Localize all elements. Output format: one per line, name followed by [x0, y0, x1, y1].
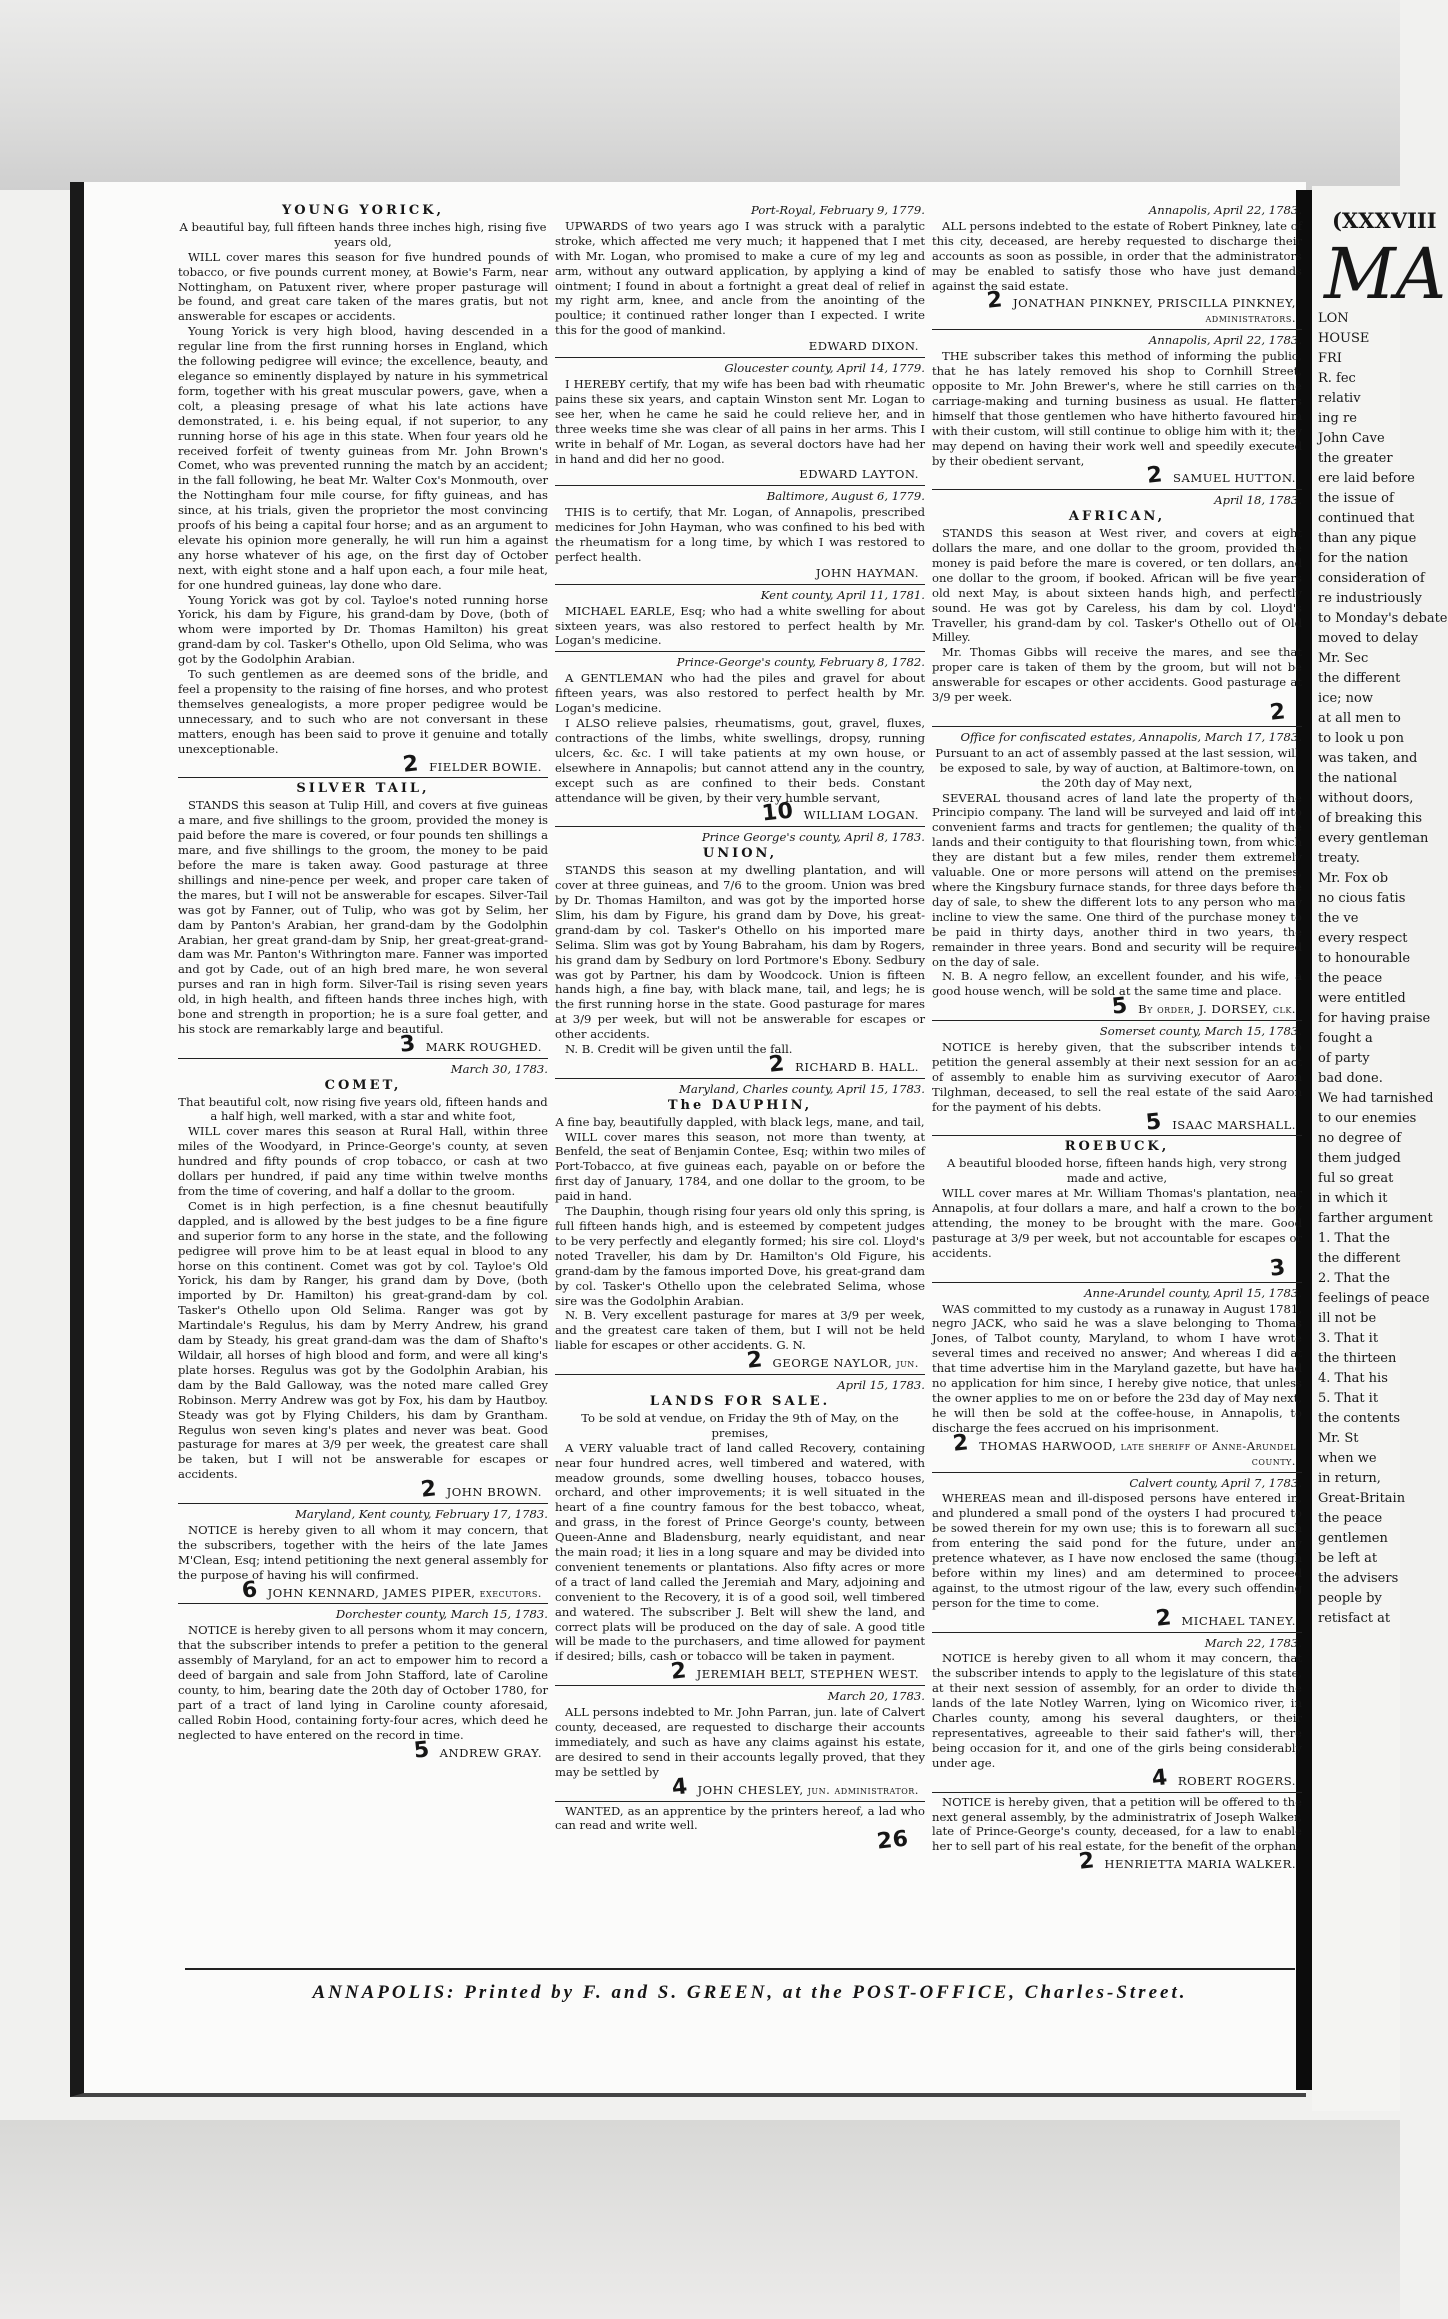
ad-paragraph: WHEREAS mean and ill-disposed persons have entered in, and plundered a small pond of the oysters I had procured to be sowed therein for my own use; this is to forewarn all such from entering the said pond for the future, under any pretence whatever, as I have now enclosed the same (though before within my lines) and am determined to proceed against, to the utmost rigour of the law, every such offending person for the time to come.: [932, 1491, 1302, 1610]
next-page-line: to our enemies: [1318, 1111, 1417, 1126]
ad-paragraph: Young Yorick is very high blood, having descended in a regular line from the first running horses in England, which the following pedigree will evince; the excellence, beauty, and elegance so eminently displayed by nature in his symmetrical form, together with his great muscular powers, gave, when a colt, a pleasing presage of what his late actions have demonstrated, i. e. his being equal, if not superior, to any running horse of his age in this state. When four years old he received forfeit of twenty guineas from Mr. John Brown's Comet, who was prevented running the match by an accident; in the fall following, he beat Mr. Walter Cox's Monmouth, over the Nottingham four mile course, for fifty guineas, and has since, at his trials, given the proprietor the most convincing proofs of his being a capital four horse; and as an argument to elevate his opinion more generally, he will run him a against any horse whatever of his age, on the first day of October next, with eight stone and a half upon each, a four mile heat, for one hundred guineas, lay done who dare.: [178, 324, 548, 592]
next-page-line: the different: [1318, 671, 1401, 686]
ad-dateline: Somerset county, March 15, 1783.: [1099, 1024, 1302, 1039]
handwritten-mark: 2: [401, 750, 421, 778]
column-3: [932, 200, 1302, 1940]
ad-signature: HENRIETTA MARIA WALKER.: [1104, 1857, 1296, 1872]
handwritten-mark: 2: [669, 1658, 688, 1686]
next-page-line: FRI: [1318, 351, 1342, 366]
advertisement-prince-georges-1782: [555, 652, 925, 827]
next-page-line: when we: [1318, 1451, 1377, 1466]
ad-signature: ROBERT ROGERS.: [1177, 1773, 1296, 1788]
next-page-line: for the nation: [1318, 551, 1409, 566]
ad-signature: MARK ROUGHED.: [425, 1039, 542, 1054]
ad-paragraph: Comet is in high perfection, is a fine chesnut beautifully dappled, and is allowed by the best judges to be a fine figure and superior form to any horse in the state, and the following pedigree will prove him to be at least equal in blood to any horse on this continent. Comet was got by col. Tayloe's Old Yorick, his dam by Ranger, his grand dam by Dove, (both imported by Dr. Hamilton) his great-grand-dam by col. Tasker's Othello upon Old Selima. Ranger was got by Martindale's Regulus, his dam by Merry Andrew, his grand dam by Steady, his great grand-dam was the dam of Shafto's Wildair, all horses of high blood and form, and were all king's plate horses. Regulus was got by the Godolphin Arabian, his dam by the Bald Galloway, was the noted mare called Grey Robinson. Merry Andrew was got by Fox, his dam by Hautboy. Steady was got by Flying Childers, his dam by Grantham. Regulus won seven king's plates and never was beat. Good pasturage for mares at 3/9 per week, the greatest care shall be taken, but I will not be answerable for escapes or accidents.: [178, 1198, 548, 1482]
ad-paragraph: MICHAEL EARLE, Esq; who had a white swelling for about sixteen years, was also restored to perfect health by Mr. Logan's medicine.: [555, 603, 925, 648]
next-page-line: the greater: [1318, 451, 1393, 466]
next-page-line: 4. That his: [1318, 1371, 1388, 1386]
ad-signature-line: [932, 1764, 1296, 1792]
next-page-line: was taken, and: [1318, 751, 1418, 766]
next-page-line: R. fec: [1318, 371, 1356, 386]
advertisement-pinkney: [932, 200, 1302, 330]
ad-dateline: Port-Royal, February 9, 1779.: [750, 203, 925, 217]
handwritten-mark: 2: [745, 1347, 764, 1374]
next-page-line: 1. That the: [1318, 1231, 1390, 1246]
advertisement-hutton: [932, 330, 1302, 490]
ad-signature-line: [555, 798, 919, 828]
ad-signature: JEREMIAH BELT, STEPHEN WEST.: [696, 1667, 919, 1682]
next-page-line: every respect: [1318, 931, 1408, 946]
ad-dateline: Prince-George's county, February 8, 1782.: [676, 655, 925, 670]
advertisement-kent-notice: [178, 1504, 548, 1604]
ad-signature: JONATHAN PINKNEY, PRISCILLA PINKNEY, administrators.: [1012, 296, 1296, 326]
next-page-line: in which it: [1318, 1191, 1388, 1206]
ad-dateline: Prince George's county, April 8, 1783.: [701, 830, 925, 845]
handwritten-mark: 3: [398, 1031, 417, 1058]
ad-paragraph: N. B. Very excellent pasturage for mares at 3/9 per week, and the greatest care taken of them, but I will not be held liable for escapes or other accidents. G. N.: [555, 1308, 925, 1353]
ad-signature-line: [178, 750, 542, 778]
ad-title: The DAUPHIN,: [667, 1097, 813, 1113]
advertisement-dorchester-notice: [178, 1604, 548, 1763]
next-page-line: farther argument: [1318, 1211, 1433, 1226]
ad-title: LANDS FOR SALE.: [649, 1393, 831, 1409]
next-page-line: LON: [1318, 311, 1349, 326]
ad-signature-line: [555, 339, 919, 354]
next-page-line: the national: [1318, 771, 1398, 786]
next-page-line: ill not be: [1318, 1311, 1377, 1326]
handwritten-mark: 3: [1268, 1254, 1288, 1282]
ad-paragraph: STANDS this season at my dwelling plantation, and will cover at three guineas, and 7/6 to the groom. Union was bred by Dr. Thomas Hamilton, and was got by the imported horse Slim, his dam by Figure, his grand dam by Dove, his great-grand-dam by col. Tasker's Othello on his imported mare Selima. Slim was got by Young Babraham, his dam by Rogers, his grand dam by Sedbury on lord Portmore's Ebony. Sedbury was got by Partner, his dam by Woodcock. Union is fifteen hands high, a fine bay, with black mane, tail, and legs; he is the first running horse in the state. Good pasturage for mares at 3/9 per week, but will not be answerable for escapes or other accidents.: [555, 863, 925, 1042]
ad-paragraph: To such gentlemen as are deemed sons of the bridle, and feel a propensity to the raising of fine horses, and who protest themselves genealogists, a more proper pedigree would be unnecessary, and to such who are not conversant in these matters, enough has been said to prove it genuine and totally unexceptionable.: [178, 667, 548, 756]
ad-dateline: March 30, 1783.: [450, 1061, 548, 1076]
ad-paragraph: Young Yorick was got by col. Tayloe's noted running horse Yorick, his dam by Figure, his grand-dam by Dove, (both of whom were imported by Dr. Thomas Hamilton) his great grand-dam by col. Tasker's Othello, upon Old Selima, who was got by the Godolphin Arabian.: [178, 592, 548, 667]
advertisement-gloucester: [555, 358, 925, 486]
ad-signature-line: [555, 1051, 919, 1078]
advertisement-harwood: [932, 1283, 1302, 1473]
ad-subtitle: A beautiful bay, full fifteen hands three inches high, rising five years old,: [179, 219, 547, 249]
ad-signature-line: [932, 1254, 1296, 1282]
next-page-line: ice; now: [1318, 691, 1373, 706]
ad-paragraph: The Dauphin, though rising four years old only this spring, is full fifteen hands high, and is esteemed by competent judges to be very perfectly and elegantly formed; his sire col. Lloyd's noted Traveller, his dam by Dr. Hamilton's Old Figure, his grand-dam by the famous imported Dove, his great-grand dam by col. Tasker's Othello upon the celebrated Selima, whose sire was the Godolphin Arabian.: [555, 1204, 925, 1308]
ad-subtitle: A fine bay, beautifully dappled, with black legs, mane, and tail,: [555, 1114, 925, 1129]
ad-dateline: April 15, 1783.: [837, 1378, 925, 1393]
ad-signature: RICHARD B. HALL.: [795, 1059, 919, 1074]
ad-signature: ANDREW GRAY.: [439, 1745, 542, 1760]
advertisement-comet: [178, 1059, 548, 1504]
handwritten-mark: 2: [1077, 1848, 1096, 1876]
handwritten-mark: 2: [1268, 699, 1288, 726]
ad-signature: EDWARD DIXON.: [808, 339, 919, 354]
next-page-line: the advisers: [1318, 1571, 1399, 1586]
next-page-line: at all men to: [1318, 711, 1401, 726]
ad-dateline: Gloucester county, April 14, 1779.: [724, 361, 925, 376]
ad-signature: SAMUEL HUTTON.: [1173, 471, 1296, 486]
ad-signature-line: [178, 1736, 542, 1764]
advertisement-african: [932, 490, 1302, 727]
ad-dateline: Anne-Arundel county, April 15, 1783.: [1084, 1285, 1302, 1300]
ad-title: AFRICAN,: [1068, 509, 1166, 525]
next-page-line: Great-Britain: [1318, 1491, 1406, 1506]
advertisement-roebuck: [932, 1136, 1302, 1282]
next-page-line: re industriously: [1318, 591, 1422, 606]
next-page-line: of party: [1318, 1051, 1370, 1066]
ad-signature: By order, J. DORSEY, clk.: [1138, 1002, 1296, 1017]
ad-dateline: Annapolis, April 22, 1783.: [1148, 333, 1302, 348]
next-page-line: them judged: [1318, 1151, 1401, 1166]
next-page-line: gentlemen: [1318, 1531, 1388, 1546]
ad-signature-line: [932, 699, 1296, 726]
next-page-line: of breaking this: [1318, 811, 1423, 826]
next-page-line: the ve: [1318, 911, 1359, 926]
next-page-line: be left at: [1318, 1551, 1378, 1566]
next-page-line: than any pique: [1318, 531, 1417, 546]
next-page-line: 5. That it: [1318, 1391, 1379, 1406]
ad-paragraph: WILL cover mares at Mr. William Thomas's plantation, near Annapolis, at four dollars a mare, and half a crown to the boy attending, the money to be brought with the mare. Good pasturage at 3/9 per week, but not accountable for escapes or accidents.: [932, 1186, 1302, 1260]
ad-paragraph: STANDS this season at West river, and covers at eight dollars the mare, and one dollar to the groom, provided the money is paid before the mare is covered, or ten dollars, and one dollar to the groom, if booked. African will be five years old next May, is about sixteen hands high, and perfectly sound. He was got by Careless, his dam by col. Lloyd's Traveller, his grand-dam by col. Tasker's Othello out of Old Milley.: [932, 526, 1302, 645]
ad-dateline: Maryland, Charles county, April 15, 1783.: [679, 1081, 925, 1096]
next-page-line: continued that: [1318, 511, 1415, 526]
ad-signature: JOHN CHESLEY, jun. administrator.: [697, 1782, 919, 1797]
ad-title: ROEBUCK,: [1064, 1139, 1170, 1155]
ad-signature: JOHN KENNARD, JAMES PIPER, executors.: [267, 1585, 542, 1600]
ad-dateline: Kent county, April 11, 1781.: [760, 587, 925, 602]
handwritten-mark: 5: [1145, 1108, 1164, 1136]
advertisement-walker: [932, 1793, 1302, 1876]
handwritten-mark: 6: [240, 1576, 259, 1604]
ad-signature-line: [178, 1476, 542, 1503]
next-page-line: retisfact at: [1318, 1611, 1391, 1626]
ad-signature-line: [932, 1604, 1296, 1632]
next-page-line: were entitled: [1318, 991, 1406, 1006]
footer-rule-top: [185, 1968, 1295, 1970]
ad-signature: MICHAEL TANEY.: [1181, 1613, 1296, 1628]
scan-background-bottom: [0, 2120, 1400, 2319]
next-page-line: the issue of: [1318, 491, 1394, 506]
ad-paragraph: UPWARDS of two years ago I was struck with a paralytic stroke, which affected me very much; it happened that I met with Mr. Logan, who promised to make a cure of my leg and arm, without any outward application, by applying a kind of ointment; I found in about a fortnight a great deal of relief in my right arm, knee, and ancle from the anointing of the poultice; it continued rather longer than I expected. I write this for the good of mankind.: [555, 218, 925, 338]
ad-dateline: March 20, 1783.: [827, 1689, 925, 1704]
handwritten-mark: 2: [1145, 462, 1165, 490]
next-page-line: consideration of: [1318, 571, 1425, 586]
next-page-line: people by: [1318, 1591, 1382, 1606]
ad-signature-line: [555, 467, 919, 482]
next-page-line: feelings of peace: [1318, 1291, 1430, 1306]
next-page-fragment: [1312, 186, 1448, 2111]
next-page-line: ful so great: [1318, 1171, 1394, 1186]
ad-signature-line: [555, 1658, 919, 1686]
ad-subtitle: That beautiful colt, now rising five years old, fifteen hands and a half high, well marked, with a star and white foot,: [178, 1094, 548, 1124]
ad-paragraph: WANTED, as an apprentice by the printers hereof, a lad who can read and write well.: [555, 1803, 925, 1833]
advertisement-dauphin: [555, 1079, 925, 1375]
ad-signature-line: [932, 993, 1296, 1020]
ad-signature: JOHN BROWN.: [446, 1485, 542, 1500]
ad-paragraph: Mr. Thomas Gibbs will receive the mares, and see that proper care is taken of them by the groom, but will not be answerable for escapes or other accidents. Good pasturage at 3/9 per week.: [932, 645, 1302, 705]
scan-background-top: [0, 0, 1400, 190]
ad-paragraph: THE subscriber takes this method of informing the public, that he has lately removed his shop to Cornhill Street, opposite to Mr. John Brewer's, where he still carries on the carriage-making and turning business as usual. He flatters himself that those gentlemen who have hitherto favoured him with their custom, will still continue to oblige him with it; they may depend on having their work well and speedily executed by their obedient servant,: [932, 349, 1302, 468]
ad-paragraph: WILL cover mares this season at Rural Hall, within three miles of the Woodyard, in Prince-George's county, at seven hundred and fifty pounds of crop tobacco, or cash at two dollars per hundred, if paid any time within twelve months from the time of covering, and half a dollar to the groom.: [178, 1124, 548, 1198]
ad-paragraph: ALL persons indebted to the estate of Robert Pinkney, late of this city, deceased, are hereby requested to discharge their accounts as soon as possible, in order that the administrators may be enabled to satisfy those who have just demands against the said estate.: [932, 218, 1302, 293]
next-page-line: bad done.: [1318, 1071, 1383, 1086]
ad-paragraph: NOTICE is hereby given, that the subscriber intends to petition the general assembly at their next session for an act of assembly to enable him as surviving executor of Aaron Tilghman, deceased, to sell the real estate of the said Aaron for the payment of his debts.: [932, 1040, 1302, 1114]
handwritten-mark: 2: [1154, 1604, 1173, 1632]
advertisement-kent-1781: [555, 585, 925, 653]
next-page-line: no cious fatis: [1318, 891, 1406, 906]
ad-signature-line: [555, 566, 919, 581]
next-page-line: every gentleman: [1318, 831, 1429, 846]
handwritten-mark: 26: [876, 1826, 911, 1855]
next-page-text: [1312, 309, 1448, 1629]
next-page-line: ere laid before: [1318, 471, 1415, 486]
next-page-line: Mr. Sec: [1318, 651, 1369, 666]
next-page-line: John Cave: [1318, 431, 1385, 446]
next-page-line: 3. That it: [1318, 1331, 1379, 1346]
advertisement-rogers: [932, 1633, 1302, 1793]
ad-dateline: Office for confiscated estates, Annapolis, March 17, 1783.: [960, 729, 1302, 744]
advertisement-port-royal: [555, 200, 925, 358]
ad-signature: ISAAC MARSHALL.: [1172, 1117, 1296, 1132]
next-page-line: the peace: [1318, 971, 1383, 986]
next-page-line: to honourable: [1318, 951, 1411, 966]
ad-signature: JOHN HAYMAN.: [815, 565, 919, 580]
advertisement-silver-tail: [178, 778, 548, 1058]
next-page-line: 2. That the: [1318, 1271, 1390, 1286]
advertisement-marshall: [932, 1021, 1302, 1136]
ad-paragraph: WAS committed to my custody as a runaway in August 1781, negro JACK, who said he was a slave belonging to Thomas Jones, of Talbot county, Maryland, to whom I have wrote several times and received no answer; And whereas I did at that time advertise him in the Maryland gazette, but have had no application for him since, I hereby give notice, that unless the owner applies to me on or before the 23d day of May next, he will then be sold at the coffee-house, in Annapolis, to discharge the fees accrued on his imprisonment.: [932, 1301, 1302, 1435]
ad-subtitle: A beautiful blooded horse, fifteen hands high, very strong made and active,: [947, 1156, 1287, 1186]
ad-signature-line: [178, 1576, 542, 1604]
ad-paragraph: A GENTLEMAN who had the piles and gravel for about fifteen years, was also restored to perfect health by Mr. Logan's medicine.: [555, 671, 925, 716]
next-page-line: to look u pon: [1318, 731, 1405, 746]
imprint-footer: [200, 1982, 1300, 2004]
ad-signature-line: [932, 1848, 1296, 1876]
handwritten-mark: 5: [412, 1736, 431, 1764]
next-page-line: ing re: [1318, 411, 1357, 426]
advertisement-parran: [555, 1686, 925, 1801]
next-page-line: HOUSE: [1318, 331, 1370, 346]
column-2: [555, 200, 925, 1940]
ad-paragraph: N. B. Credit will be given until the fall.: [565, 1042, 793, 1057]
ad-paragraph: I ALSO relieve palsies, rheumatisms, gout, gravel, fluxes, contractions of the limbs, white swellings, dropsy, running ulcers, &c. &c. I will take patients at my own house, or elsewhere in Annapolis; but cannot attend any in the country, except such as are confined to their beds. Constant attendance will be given, by their very humble servant,: [555, 716, 925, 805]
ad-paragraph: NOTICE is hereby given to all whom it may concern, that the subscriber intends to apply to the legislature of this state, at their next session of assembly, for an order to divide the lands of the late Notley Warren, lying on Wicomico river, in Charles county, among his several daughters, or their representatives, agreeable to their said father's will, there being occasion for it, and one of the girls being considerably under age.: [932, 1651, 1302, 1770]
ad-paragraph: SEVERAL thousand acres of land late the property of the Principio company. The land will be surveyed and laid off into convenient farms and tracts for gentlemen; the quality of the lands and their contiguity to that flourishing town, from which they are distant but a few miles, render them extremely valuable. One or more persons will attend on the premises, where the Kingsbury furnace stands, for three days before the day of sale, to shew the different lots to any person who may incline to view the same. One third of the purchase money to be paid in thirty days, another third in two years, the remainder in three years. Bond and security will be required on the day of sale.: [932, 790, 1302, 969]
ad-dateline: Calvert county, April 7, 1783.: [1129, 1475, 1302, 1490]
footer-city: ANNAPOLIS:: [312, 1982, 457, 2003]
ad-paragraph: NOTICE is hereby given to all persons whom it may concern, that the subscriber intends to prefer a petition to the general assembly of Maryland, for an act to empower him to record a deed of bargain and sale from John Stafford, late of Caroline county, to him, bearing date the 20th day of October 1780, for part of a tract of land lying in Caroline county aforesaid, called Robin Hood, containing forty-four acres, which deed he neglected to have entered on the record in time.: [178, 1623, 548, 1742]
ad-signature-line: [932, 287, 1296, 326]
handwritten-mark: 5: [1110, 993, 1130, 1020]
next-page-line: Mr. Fox ob: [1318, 871, 1389, 886]
handwritten-mark: 10: [760, 798, 795, 828]
advertisement-young-yorick: [178, 200, 548, 778]
next-page-line: for having praise: [1318, 1011, 1431, 1026]
footer-imprint: Printed by F. and S. GREEN, at the POST-OFFICE, Charles-Street.: [464, 1982, 1188, 2003]
advertisement-confiscated: [932, 727, 1302, 1021]
advertisement-taney: [932, 1473, 1302, 1633]
next-page-line: in return,: [1318, 1471, 1381, 1486]
ad-signature-line: [555, 1826, 919, 1855]
next-page-header: (XXXVIII: [1332, 208, 1437, 233]
ad-subtitle: To be sold at vendue, on Friday the 9th of May, on the premises,: [581, 1410, 899, 1440]
handwritten-mark: 2: [419, 1476, 438, 1503]
ad-dateline: April 18, 1783.: [1214, 493, 1302, 508]
ad-paragraph: THIS is to certify, that Mr. Logan, of Annapolis, prescribed medicines for John Hayman, who was confined to his bed with the rheumatism for a long time, by which I was restored to perfect health.: [555, 505, 925, 564]
advertisement-lands-for-sale: [555, 1375, 925, 1686]
handwritten-mark: 2: [985, 287, 1005, 315]
ad-dateline: Maryland, Kent county, February 17, 1783.: [295, 1507, 548, 1522]
advertisement-wanted: [555, 1802, 925, 1855]
ad-dateline: March 22, 1783.: [1204, 1635, 1302, 1650]
next-page-line: without doors,: [1318, 791, 1414, 806]
next-page-line: the different: [1318, 1251, 1401, 1266]
ad-paragraph: WILL cover mares this season, not more than twenty, at Benfeld, the seat of Benjamin Contee, Esq; within two miles of Port-Tobacco, at five guineas each, payable on or before the first day of January, 1784, and one dollar to the groom, to be paid in hand.: [555, 1129, 925, 1204]
ad-paragraph: I HEREBY certify, that my wife has been bad with rheumatic pains these six years, and captain Winston sent Mr. Logan to see her, when he came he said he could relieve her, and in three weeks time she was clear of all pains in her arms. This I write in behalf of Mr. Logan, as several doctors have had her in hand and did her no good.: [555, 376, 925, 466]
next-page-line: relativ: [1318, 391, 1361, 406]
next-page-line: the thirteen: [1318, 1351, 1397, 1366]
next-page-line: moved to delay: [1318, 631, 1419, 646]
advertisement-baltimore: [555, 486, 925, 584]
ad-dateline: Dorchester county, March 15, 1783.: [335, 1607, 548, 1622]
ad-signature: FIELDER BOWIE.: [429, 759, 542, 774]
next-page-line: Mr. St: [1318, 1431, 1359, 1446]
ad-signature-line: [555, 1773, 919, 1801]
ad-title: COMET,: [324, 1077, 402, 1093]
ad-paragraph: WILL cover mares this season for five hundred pounds of tobacco, or five pounds current money, at Bowie's Farm, near Nottingham, on Patuxent river, where proper pasturage will be found, and great care taken of the mares gratis, but not answerable for escapes or accidents.: [178, 249, 548, 324]
handwritten-mark: 4: [670, 1773, 689, 1801]
ad-signature: EDWARD LAYTON.: [799, 467, 919, 482]
next-page-line: the peace: [1318, 1511, 1383, 1526]
ad-signature-line: [932, 1108, 1296, 1136]
handwritten-mark: 2: [767, 1051, 787, 1078]
ad-dateline: Annapolis, April 22, 1783.: [1148, 203, 1302, 217]
ad-title: UNION,: [702, 846, 778, 862]
ad-signature: THOMAS HARWOOD, late sheriff of Anne-Arundel county.: [979, 1438, 1296, 1468]
next-page-line: to Monday's debate: [1318, 611, 1448, 626]
column-1: [178, 200, 548, 1940]
ad-paragraph: NOTICE is hereby given, that a petition will be offered to the next general assembly, by the administratrix of Joseph Walker, late of Prince-George's county, deceased, for a law to enable her to sell part of his real estate, for the benefit of the orphan.: [932, 1794, 1302, 1854]
next-page-line: fought a: [1318, 1031, 1373, 1046]
ad-dateline: Baltimore, August 6, 1779.: [766, 489, 925, 504]
next-page-line: We had tarnished: [1318, 1091, 1434, 1106]
next-page-masthead: MA: [1324, 233, 1447, 315]
ad-signature-line: [555, 1347, 919, 1374]
ad-paragraph: ALL persons indebted to Mr. John Parran, jun. late of Calvert county, deceased, are requested to discharge their accounts immediately, and such as have any claims against his estate, are desired to send in their accounts legally proved, that they may be settled by: [555, 1705, 925, 1779]
next-page-line: treaty.: [1318, 851, 1360, 866]
next-page-line: the contents: [1318, 1411, 1401, 1426]
advertisement-union: [555, 827, 925, 1079]
ad-paragraph: N. B. A negro fellow, an excellent founder, and his wife, a good house wench, will be sold at the same time and place.: [932, 969, 1302, 999]
ad-paragraph: A VERY valuable tract of land called Recovery, containing near four hundred acres, well timbered and watered, with meadow grounds, some dwelling houses, tobacco houses, orchard, and other improvements; it is well situated in the heart of a fine country famous for the best tobacco, wheat, and grass, in the forest of Prince George's county, between Queen-Anne and Bladensburg, nearly equidistant, and near the main road; it lies in a long square and may be divided into convenient tenements or plantations. Also fifty acres or more of a tract of land called the Jeremiah and Mary, adjoining and convenient to the Recovery, it is of a good soil, well timbered and watered. The subscriber J. Belt will shew the land, and correct plats will be produced on the day of sale. A good title will be made to the purchasers, and time allowed for payment if desired; bills, cash or tobacco will be taken in payment.: [555, 1440, 925, 1664]
next-page-line: no degree of: [1318, 1131, 1402, 1146]
ad-subtitle: Pursuant to an act of assembly passed at the last session, will be exposed to sale, by way of auction, at Baltimore-town, on the 20th day of May next,: [935, 745, 1299, 790]
ad-signature-line: [932, 462, 1296, 490]
ad-title: SILVER TAIL,: [296, 781, 430, 797]
ad-title: YOUNG YORICK,: [281, 203, 445, 218]
ad-signature: WILLIAM LOGAN.: [803, 808, 919, 823]
handwritten-mark: 2: [952, 1429, 971, 1457]
ad-signature-line: [932, 1429, 1296, 1469]
ad-signature: GEORGE NAYLOR, jun.: [772, 1356, 919, 1371]
ad-paragraph: NOTICE is hereby given to all whom it may concern, that the subscribers, together with the heirs of the late James M'Clean, Esq; intend petitioning the next general assembly for the purpose of having his will confirmed.: [178, 1522, 548, 1582]
ad-signature-line: [178, 1031, 542, 1058]
handwritten-mark: 4: [1150, 1764, 1170, 1792]
ad-paragraph: STANDS this season at Tulip Hill, and covers at five guineas a mare, and five shillings to the groom, provided the money is paid before the mare is covered, or four pounds ten shillings a mare, and five shillings to the groom, the money to be paid before the mare is taken away. Good pasturage at three shillings and nine-pence per week, and proper care taken of the mares, but I will not be answerable for escapes. Silver-Tail was got by Fanner, out of Tulip, who was got by Selim, her dam by Panton's Arabian, her grand-dam by the Godolphin Arabian, her great grand-dam by Snip, her great-great-grand-dam was Mr. Panton's Withrington mare. Fanner was imported and got by Cade, out of an high bred mare, he won several purses and ran in high form. Silver-Tail is rising seven years old, in high health, and fifteen hands three inches high, with bone and strength in proportion; he is a sure foal getter, and his stock are remarkably large and beautiful.: [178, 798, 548, 1036]
